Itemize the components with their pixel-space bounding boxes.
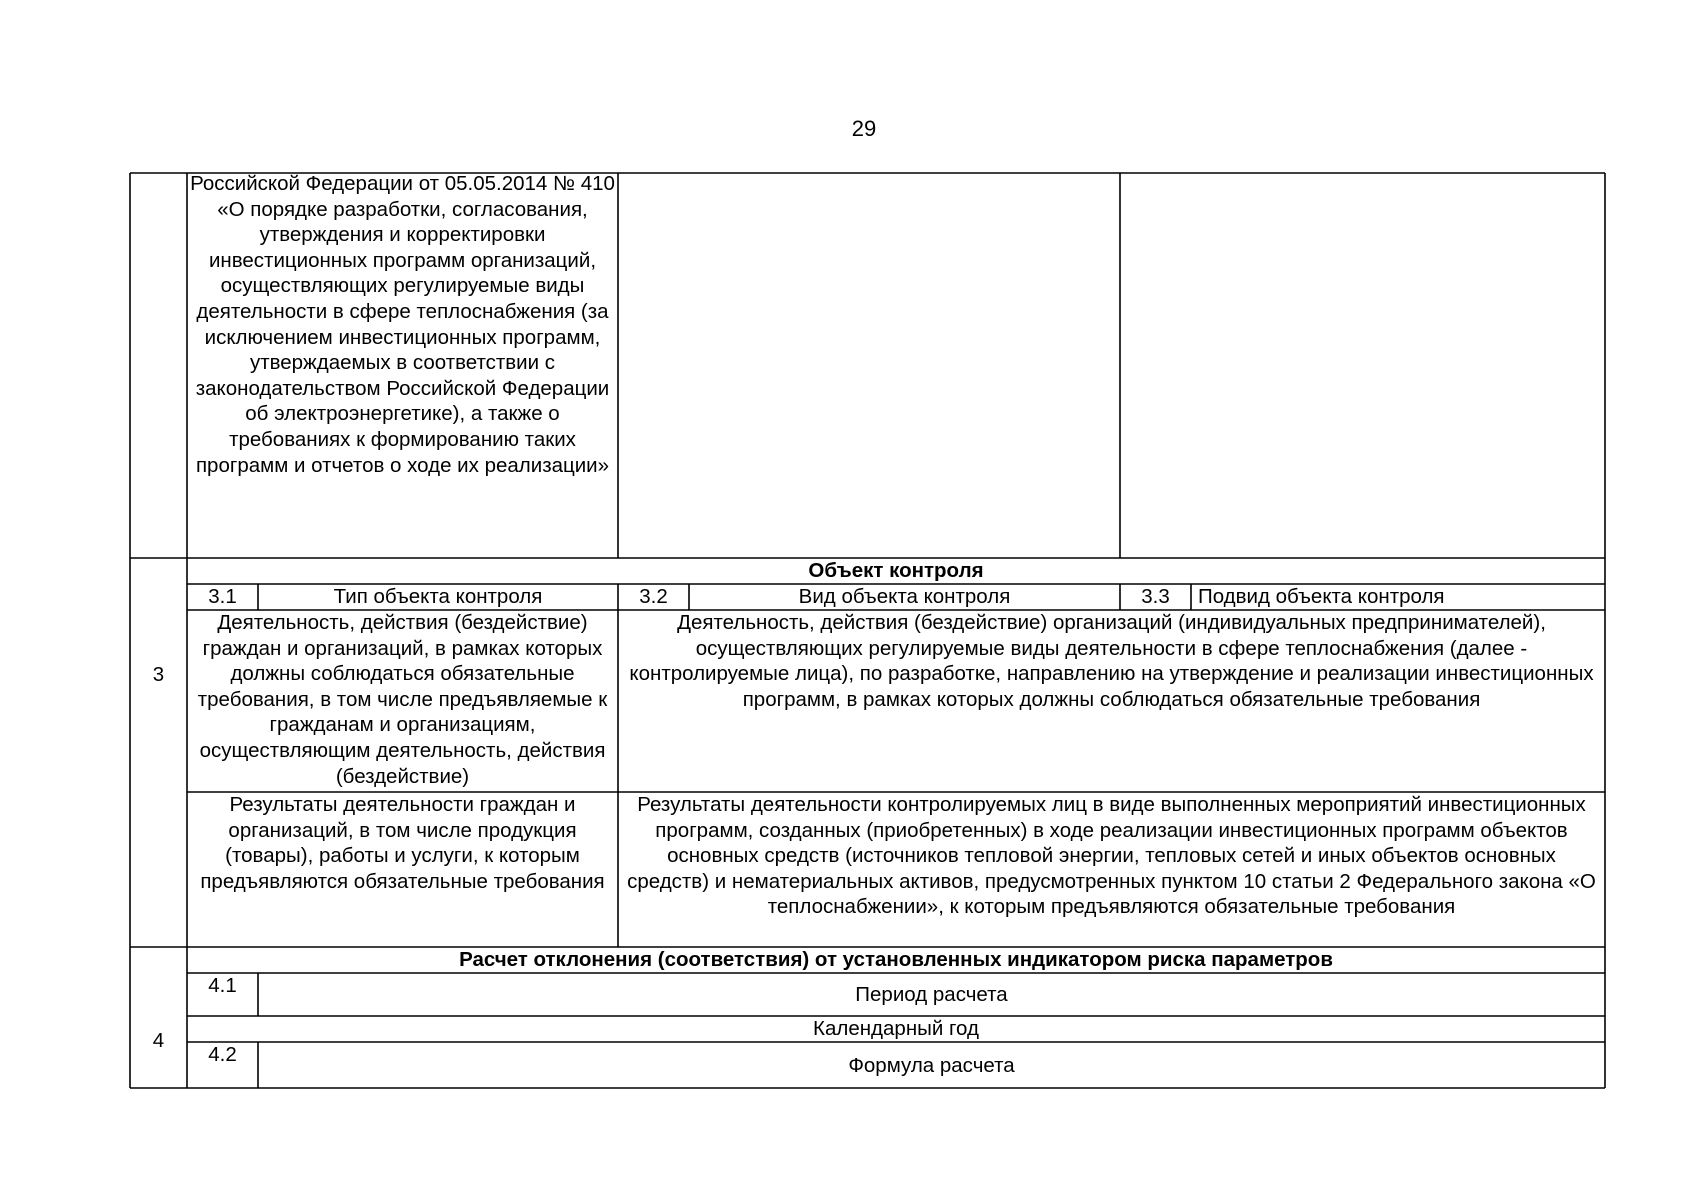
subitem-number-3-1: 3.1 — [208, 585, 237, 608]
continued-regulation-reference: Российской Федерации от 05.05.2014 № 410 «О порядке разработки, согласования, утверждения и корректировки инвестиционных программ организаций, осуществляющих регулируемые виды деятельности в сфере теплоснабжения (за исключением инвестиционных программ, утверждаемых в соответствии с законодательством Российской Федерации об электроэнергетике), а также о требованиях к формированию таких программ и отчетов о ходе их реализации» — [190, 172, 615, 477]
subitem-label-3-3: Подвид объекта контроля — [1198, 585, 1445, 608]
calculation-period-label: Период расчета — [855, 983, 1008, 1006]
calculation-formula-label: Формула расчета — [848, 1054, 1015, 1077]
row-number-3: 3 — [152, 663, 165, 686]
subitem-number-3-3: 3.3 — [1141, 585, 1170, 608]
object-kind-results-text: Результаты деятельности контролируемых лиц в виде выполненных мероприятий инвестиционных программ, созданных (приобретенных) в ходе реализации инвестиционных программ объектов основных средств (источников тепловой энергии, тепловых сетей и иных объектов основных средств) и нематериальных активов, предусмотренных пунктом 10 статьи 2 Федерального закона «О теплоснабжении», к которым предъявляются обязательные требования — [627, 793, 1596, 919]
calculation-period-value: Календарный год — [813, 1017, 979, 1040]
subitem-number-3-2: 3.2 — [639, 585, 668, 608]
object-type-activity-text: Деятельность, действия (бездействие) граждан и организаций, в рамках которых должны соблюдаться обязательные требования, в том числе предъявляемые к гражданам и организациям, осуществляющим деятельность, действия (бездействие) — [197, 611, 608, 788]
page-number: 29 — [851, 116, 877, 141]
section-4-header: Расчет отклонения (соответствия) от установленных индикатором риска параметров — [459, 948, 1333, 971]
section-3-header: Объект контроля — [808, 559, 984, 582]
object-kind-activity-text: Деятельность, действия (бездействие) организаций (индивидуальных предпринимателей), осуществляющих регулируемые виды деятельности в сфере теплоснабжения (далее - контролируемые лица), по разработке, направлению на утверждение и реализации инвестиционных программ, в рамках которых должны соблюдаться обязательные требования — [629, 611, 1594, 711]
subitem-label-3-2: Вид объекта контроля — [798, 585, 1011, 608]
subitem-number-4-2: 4.2 — [208, 1043, 237, 1066]
subitem-number-4-1: 4.1 — [208, 974, 237, 997]
subitem-label-3-1: Тип объекта контроля — [333, 585, 543, 608]
object-type-results-text: Результаты деятельности граждан и организаций, в том числе продукция (товары), работы и услуги, к которым предъявляются обязательные требования — [200, 793, 605, 893]
row-number-4: 4 — [152, 1029, 165, 1052]
